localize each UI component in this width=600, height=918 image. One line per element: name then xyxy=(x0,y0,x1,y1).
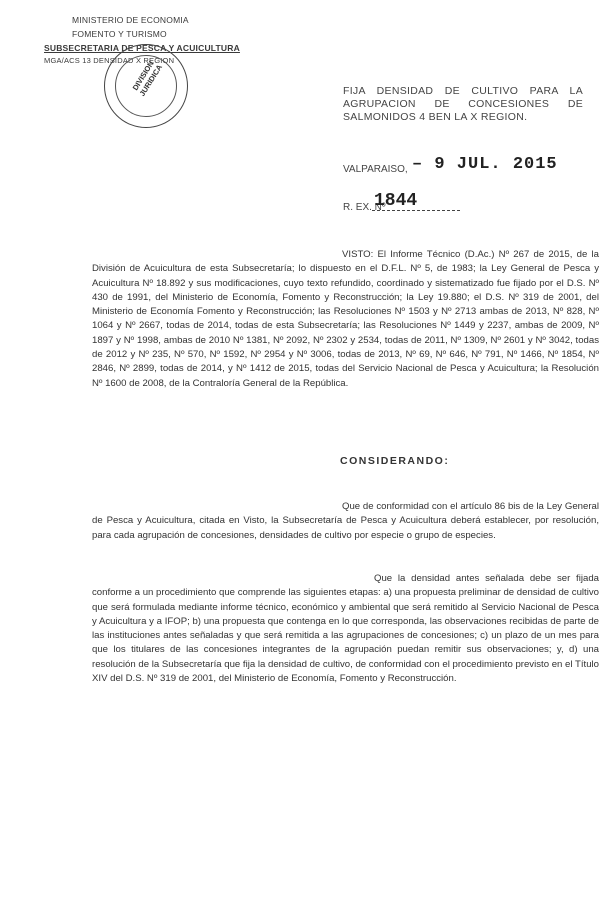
division-juridica-stamp: DIVISION JURIDICA xyxy=(104,44,188,128)
visto-paragraph: VISTO: El Informe Técnico (D.Ac.) Nº 267 de 2015, de la División de Acuicultura de esta Subsecretaría; lo dispuesto en el D.F.L. Nº 5, de 1983; la Ley General de Pesca y Acuicultura Nº 18.892 y sus modificaciones, cuyo texto refundido, coordinado y sistematizado fue fijado por el D.S. Nº 430 de 1991, del Ministerio de Economía, Fomento y Reconstrucción; la Ley 19.880; el D.S. Nº 319 de 2001, del Ministerio de Economía Fomento y Reconstrucción; las Resoluciones Nº 1503 y Nº 2713 ambas de 2013, Nº 828, Nº 1064 y Nº 2667, todas de 2014, todas de esta Subsecretaría; las Resoluciones Nº 1449 y 2237, ambas de 2009, Nº 1897 y Nº 1998, ambas de 2010 Nº 1381, Nº 2092, Nº 2302 y 2534, todas de 2011, Nº 1309, Nº 2601 y Nº 3042, todas de 2012 y Nº 235, Nº 570, Nº 1592, Nº 2954 y Nº 3006, todas de 2013, Nº 69, Nº 646, Nº 791, Nº 1466, Nº 1854, Nº 2846, Nº 2899, todas de 2014, y Nº 1412 de 2015, todas del Servicio Nacional de Pesca y Acuicultura; la Resolución Nº 1600 de 2008, de la Contraloría General de la República. xyxy=(92,249,599,389)
considerando-heading: CONSIDERANDO: xyxy=(340,455,450,467)
considerando-paragraph-1: Que de conformidad con el artículo 86 bis de la Ley General de Pesca y Acuicultura, citada en Visto, la Subsecretaría de Pesca y Acuicultura deberá establecer, por resolución, para cada agrupación de concesiones, densidades de cultivo por especie o grupo de especies. xyxy=(92,501,599,541)
date-stamp: – 9 JUL. 2015 xyxy=(412,155,558,174)
considerando-paragraph-2: Que la densidad antes señalada debe ser fijada conforme a un procedimiento que comprende las siguientes etapas: a) una propuesta preliminar de densidad de cultivo que será formulada mediante informe técnico, económico y ambiental que será remitido al Servicio Nacional de Pesca y Acuicultura y a IFOP; b) una propuesta que contenga en lo que corresponda, las observaciones recibidas de parte de las instituciones antes señaladas y que será remitida a las agrupaciones de concesiones; c) un plazo de un mes para que los titulares de las concesiones integrantes de la agrupación puedan remitir sus observaciones; y, d) una resolución de la Subsecretaría que fija la densidad de cultivo, de conformidad con el procedimiento previsto en el Título XIV del D.S. Nº 319 de 2001, del Ministerio de Economía, Fomento y Reconstrucción. xyxy=(92,573,599,685)
ministry-subtitle: FOMENTO Y TURISMO xyxy=(72,29,167,39)
document-reference: MGA/ACS 13 DENSIDAD X REGION xyxy=(44,56,175,65)
ministry-name: MINISTERIO DE ECONOMIA xyxy=(72,15,189,25)
resolution-underline xyxy=(372,210,460,211)
resolution-number: 1844 xyxy=(374,191,418,211)
subsecretaria-name: SUBSECRETARIA DE PESCA Y ACUICULTURA xyxy=(44,43,240,53)
resolution-label: R. EX. Nº xyxy=(343,202,386,213)
place: VALPARAISO, xyxy=(343,164,408,175)
resolution-title: FIJA DENSIDAD DE CULTIVO PARA LA AGRUPACION DE CONCESIONES DE SALMONIDOS 4 BEN LA X REGION. xyxy=(343,85,583,123)
